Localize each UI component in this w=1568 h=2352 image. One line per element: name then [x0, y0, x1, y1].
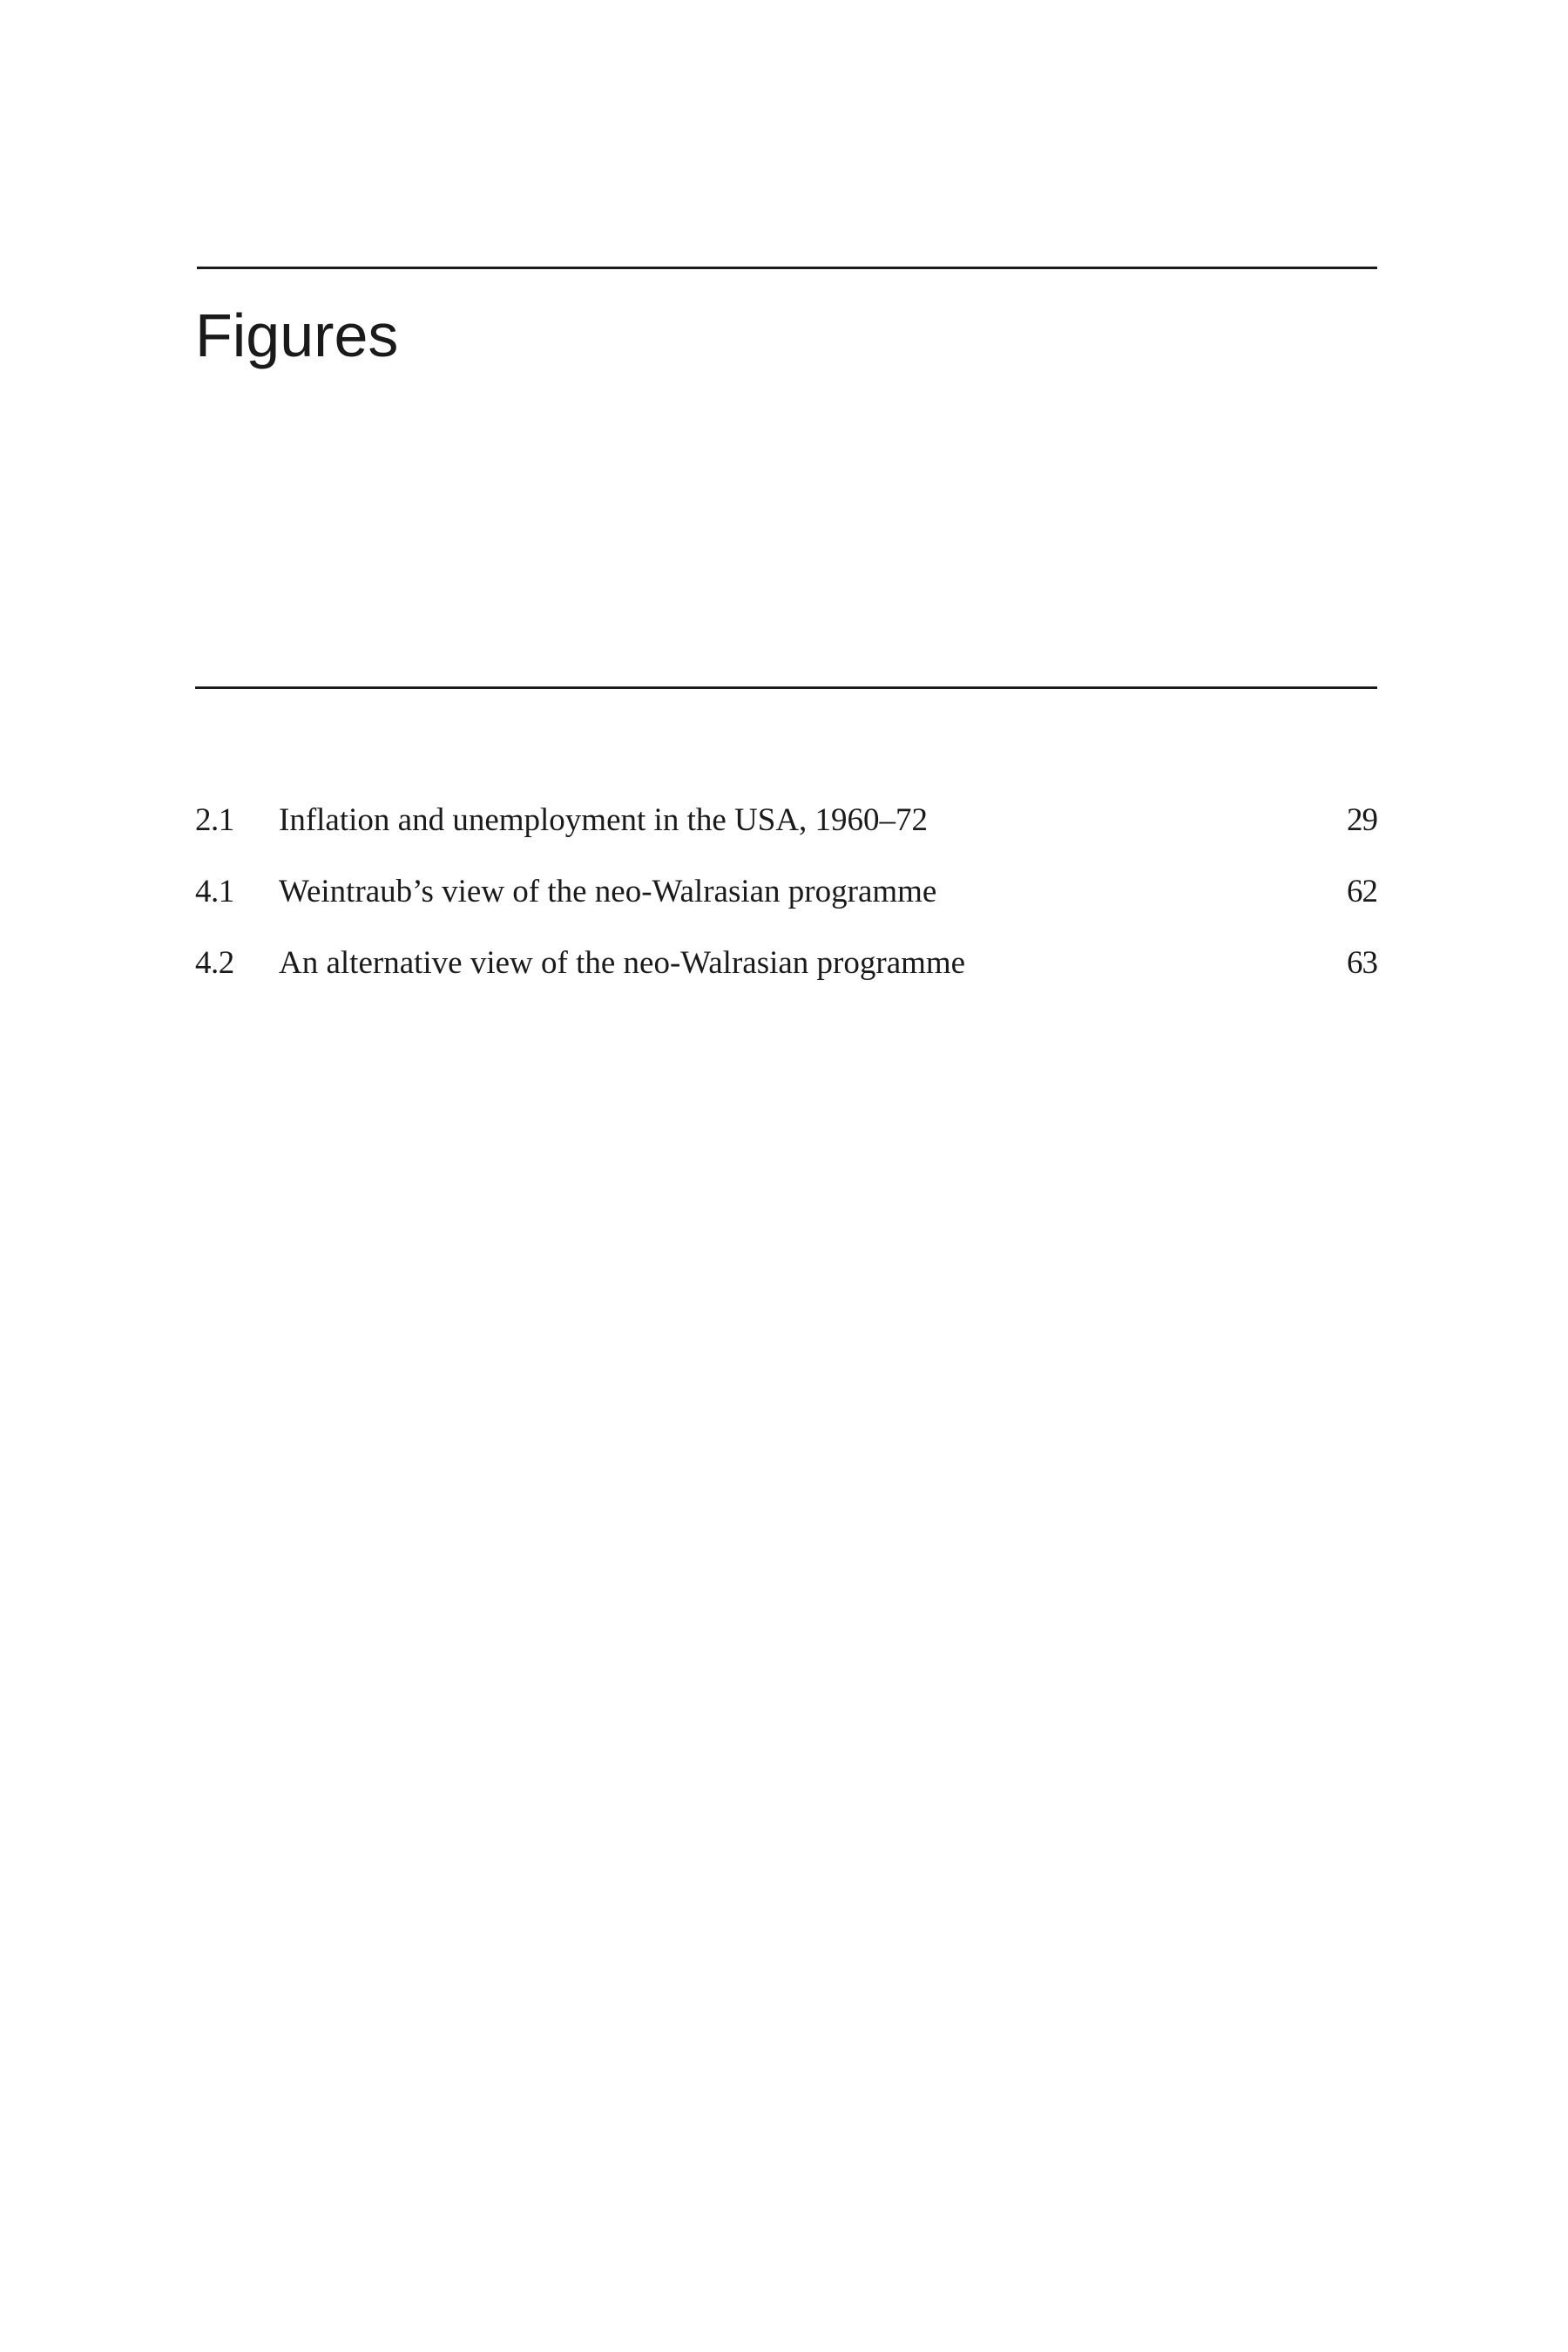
figure-caption: Weintraub’s view of the neo-Walrasian programme	[279, 874, 937, 909]
figure-number: 4.2	[195, 945, 234, 981]
figure-number: 2.1	[195, 802, 234, 838]
page-title: Figures	[195, 301, 399, 369]
top-rule	[197, 267, 1377, 269]
figure-caption: An alternative view of the neo-Walrasian programme	[279, 945, 966, 981]
figure-page-number: 29	[1347, 802, 1377, 838]
figures-list	[195, 801, 1377, 1016]
figure-page-number: 62	[1347, 874, 1377, 909]
list-rule	[195, 686, 1377, 689]
list-item	[195, 873, 1377, 944]
figure-caption: Inflation and unemployment in the USA, 1960–72	[279, 802, 929, 838]
figure-number: 4.1	[195, 874, 234, 909]
figure-page-number: 63	[1347, 945, 1377, 981]
list-item	[195, 944, 1377, 1016]
list-item	[195, 801, 1377, 873]
